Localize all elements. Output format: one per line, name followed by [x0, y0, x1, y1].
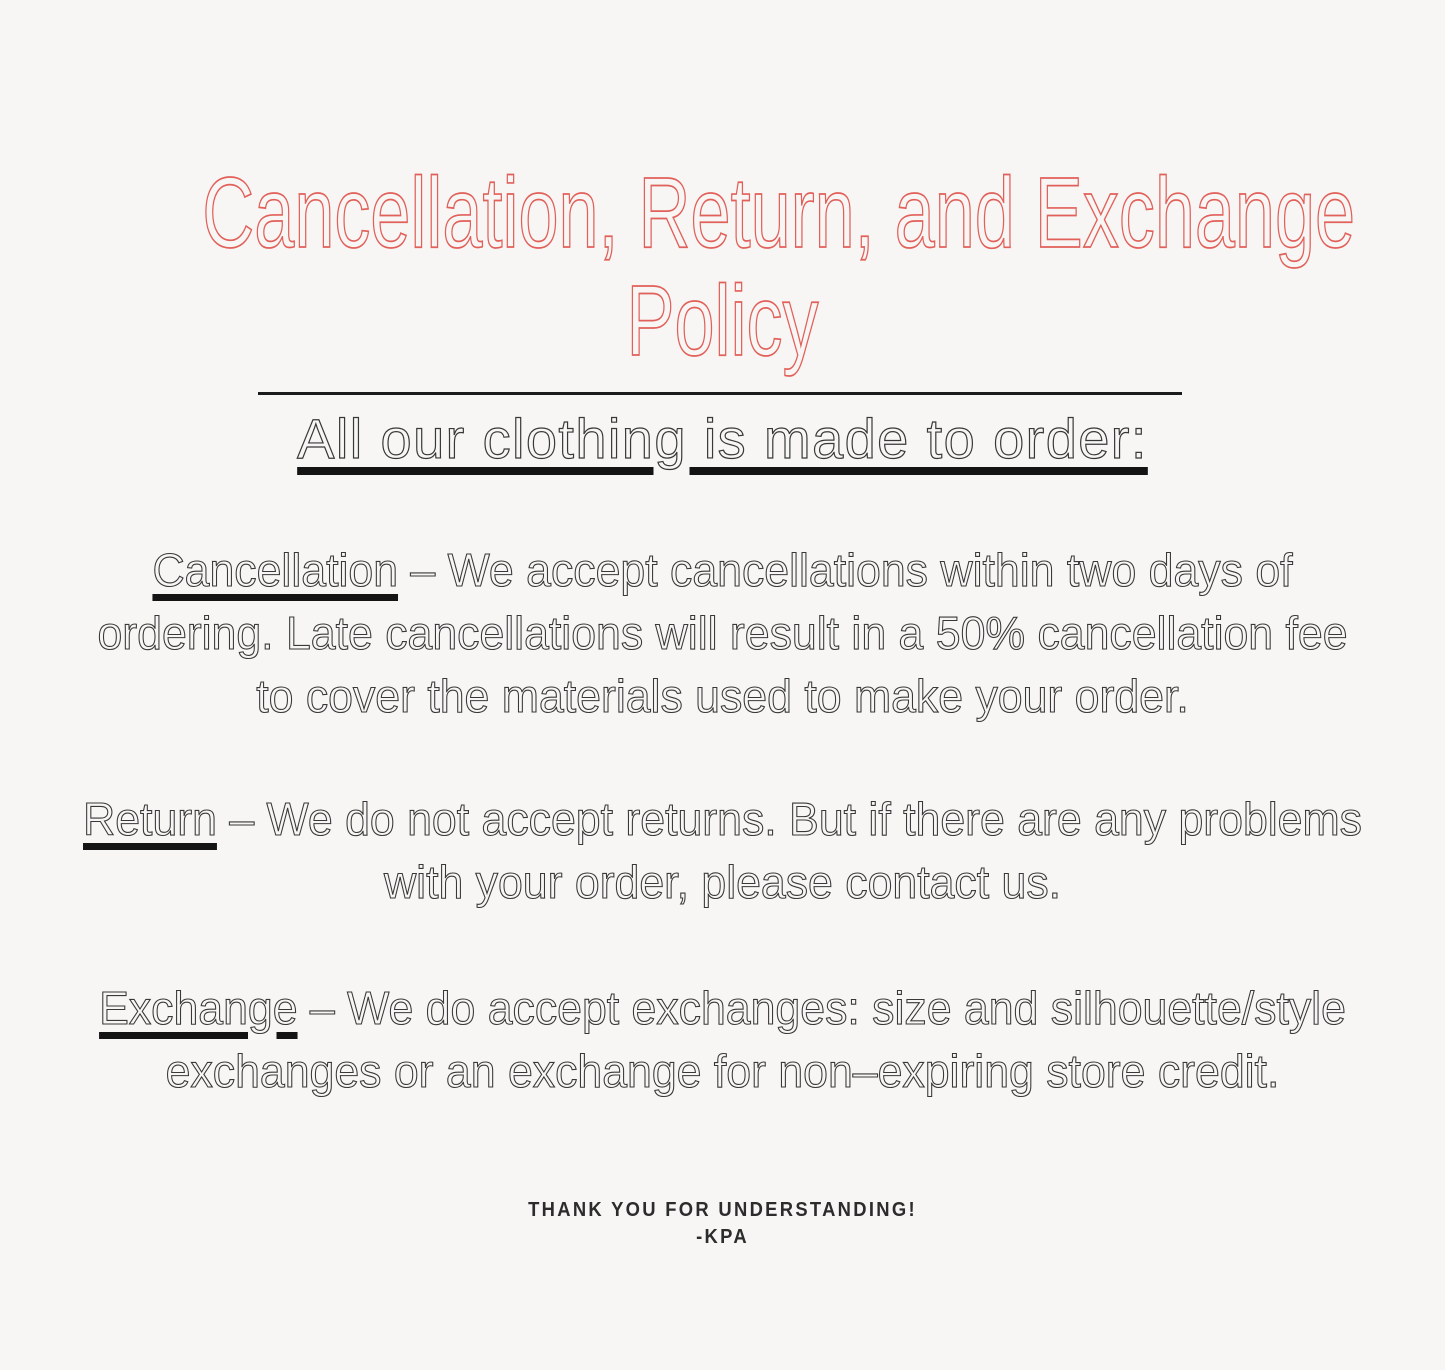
policy-term-cancellation: Cancellation	[152, 544, 399, 596]
policy-term-exchange: Exchange	[99, 982, 298, 1034]
footer-thanks: THANK YOU FOR UNDERSTANDING!	[528, 1199, 917, 1221]
policy-line: with your order, please contact us.	[383, 856, 1062, 908]
policy-line	[22, 977, 1424, 1040]
policy-line	[22, 539, 1424, 602]
footer	[58, 1197, 1387, 1251]
policy-line	[22, 788, 1424, 851]
policy-section-cancellation	[22, 539, 1424, 728]
page-title-line-1: Cancellation, Return, and Exchange	[202, 157, 1356, 269]
policy-line: ordering. Late cancellations will result in a 50% cancellation fee	[97, 607, 1348, 659]
subtitle-text: All our clothing is made to order:	[297, 407, 1148, 470]
policy-text: – We do accept exchanges: size and silhouette/style	[297, 982, 1346, 1034]
page-title-line-2: Policy	[626, 265, 819, 377]
policy-line: exchanges or an exchange for non–expiring store credit.	[165, 1045, 1280, 1097]
policy-section-exchange	[22, 977, 1424, 1103]
subtitle	[0, 407, 1445, 471]
policy-section-return	[22, 788, 1424, 914]
page-title	[202, 157, 1356, 377]
footer-signature: -KPA	[696, 1226, 749, 1248]
policy-text: – We accept cancellations within two days of	[398, 544, 1293, 596]
title-divider	[258, 392, 1182, 395]
policy-term-return: Return	[83, 793, 217, 845]
policy-line: to cover the materials used to make your order.	[256, 670, 1189, 722]
policy-text: – We do not accept returns. But if there are any problems	[216, 793, 1362, 845]
